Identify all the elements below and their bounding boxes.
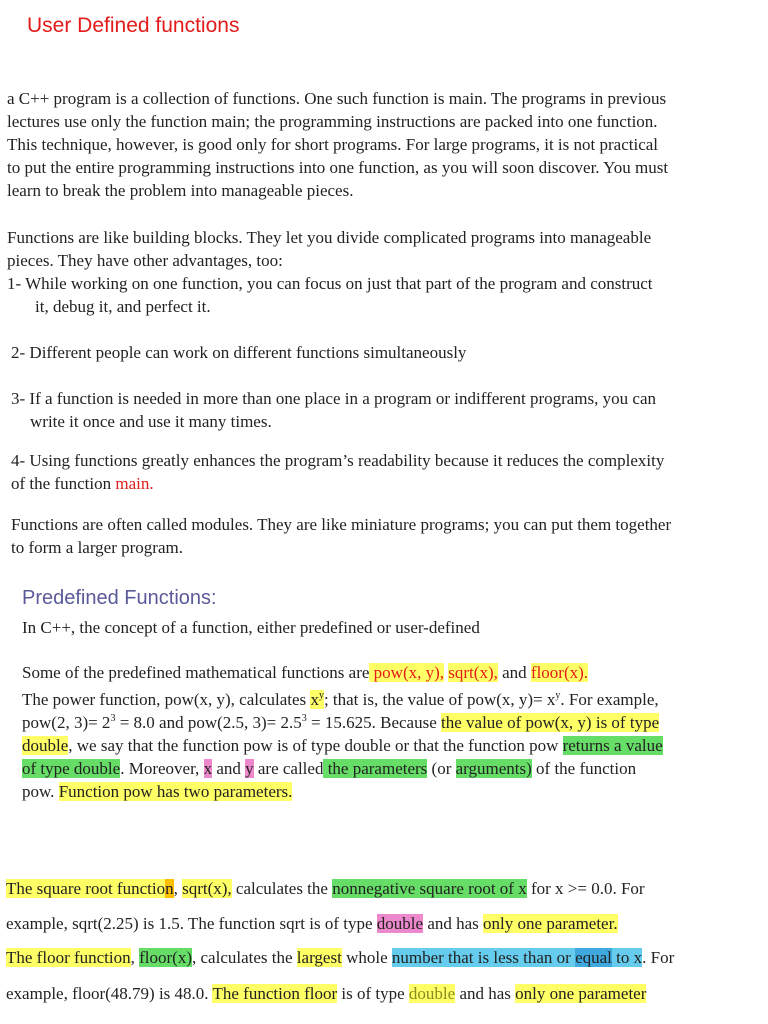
highlight-to-x: to x bbox=[611, 948, 643, 967]
floor-text: is of type bbox=[337, 984, 409, 1003]
intro-line-4: to put the entire programming instructions into one function, as you will soon discover. You must bbox=[7, 158, 669, 177]
sqrt-text: calculates the bbox=[231, 879, 333, 898]
sqrt-text: example, sqrt(2.25) is 1.5. The function sqrt is of type bbox=[6, 914, 377, 933]
math-text: ; that is, the value of pow(x, y)= x bbox=[323, 690, 556, 709]
point-4-line-1: 4- Using functions greatly enhances the program’s readability because it reduces the complexity bbox=[11, 451, 665, 470]
highlight-n: n bbox=[165, 879, 174, 898]
point-4-line-2 bbox=[11, 472, 154, 495]
floor-text: , bbox=[130, 948, 140, 967]
math-text: of the function bbox=[531, 759, 637, 778]
highlight-one-param: only one parameter. bbox=[483, 914, 618, 933]
sqrt-line-1 bbox=[6, 877, 645, 900]
math-text: and bbox=[497, 663, 531, 682]
floor-line-1 bbox=[6, 946, 674, 969]
highlight-one-parameter: only one parameter bbox=[515, 984, 647, 1003]
math-text: , we say that the function pow is of type double or that the function pow bbox=[68, 736, 563, 755]
math-line-2 bbox=[22, 688, 659, 711]
param-x: x bbox=[203, 759, 213, 778]
highlight-returns: returns a value bbox=[562, 736, 663, 755]
base-x: x bbox=[310, 690, 319, 709]
highlight-floor-function: The floor function bbox=[6, 948, 131, 967]
intro-line-5: learn to break the problem into manageable pieces. bbox=[7, 181, 354, 200]
floor-text: . For bbox=[642, 948, 675, 967]
intro-line-3: This technique, however, is good only for short programs. For large programs, it is not practical bbox=[7, 135, 659, 154]
highlight-number: number that is less than or bbox=[391, 948, 576, 967]
blocks-line-1: Functions are like building blocks. They let you divide complicated programs into manageable bbox=[7, 228, 652, 247]
highlight-floor: floor(x) bbox=[139, 948, 193, 967]
predefined-heading: Predefined Functions: bbox=[22, 587, 217, 609]
sqrt-line-2 bbox=[6, 912, 618, 935]
point-3-line-2: write it once and use it many times. bbox=[30, 412, 272, 431]
highlight-value-type: the value of pow(x, y) is of type bbox=[441, 713, 660, 732]
highlight-two-params: Function pow has two parameters. bbox=[58, 782, 293, 801]
concept-line: In C++, the concept of a function, either predefined or user-defined bbox=[22, 618, 480, 637]
floor-text: , calculates the bbox=[192, 948, 297, 967]
highlight-double: double bbox=[22, 736, 69, 755]
highlight-parameters: the parameters bbox=[323, 759, 428, 778]
math-line-4 bbox=[22, 734, 663, 757]
math-text: The power function, pow(x, y), calculates bbox=[22, 690, 311, 709]
param-y: y bbox=[245, 759, 254, 778]
math-text: and bbox=[212, 759, 246, 778]
highlight-type-double: of type double bbox=[22, 759, 121, 778]
floor-highlight: floor(x). bbox=[530, 663, 589, 682]
highlight-double-floor: double bbox=[408, 984, 456, 1003]
pow-highlight: pow(x, y), bbox=[369, 663, 445, 682]
highlight-double-type: double bbox=[376, 914, 424, 933]
main-keyword: main. bbox=[115, 474, 154, 493]
exponent-y: y bbox=[555, 690, 561, 701]
highlight-sqrt: sqrt(x), bbox=[182, 879, 232, 898]
highlight-function-floor: The function floor bbox=[212, 984, 338, 1003]
exponent: 3 bbox=[110, 713, 116, 724]
sqrt-text: , bbox=[173, 879, 183, 898]
math-text: . For example, bbox=[560, 690, 659, 709]
math-text: pow. bbox=[22, 782, 59, 801]
point-2: 2- Different people can work on different functions simultaneously bbox=[11, 343, 467, 362]
math-line-1 bbox=[22, 661, 588, 684]
floor-text: whole bbox=[341, 948, 392, 967]
math-text: = 8.0 and pow(2.5, 3)= 2.5 bbox=[115, 713, 302, 732]
sqrt-highlight: sqrt(x), bbox=[448, 663, 498, 682]
highlight-arguments: arguments) bbox=[455, 759, 532, 778]
point-1-line-1: 1- While working on one function, you can focus on just that part of the program and construct bbox=[7, 274, 653, 293]
math-text: Some of the predefined mathematical functions are bbox=[22, 663, 370, 682]
sqrt-text: and has bbox=[423, 914, 484, 933]
highlight-equal: equal bbox=[575, 948, 612, 967]
math-text: (or bbox=[427, 759, 456, 778]
intro-line-2: lectures use only the function main; the programming instructions are packed into one function. bbox=[7, 112, 658, 131]
blocks-line-2: pieces. They have other advantages, too: bbox=[7, 251, 283, 270]
page-title: User Defined functions bbox=[27, 14, 240, 37]
floor-text: and has bbox=[455, 984, 516, 1003]
point-4-prefix: of the function bbox=[11, 474, 116, 493]
intro-line-1: a C++ program is a collection of functions. One such function is main. The programs in previous bbox=[7, 89, 667, 108]
highlight-nonnegative: nonnegative square root of x bbox=[332, 879, 527, 898]
floor-text: example, floor(48.79) is 48.0. bbox=[6, 984, 213, 1003]
highlight-largest: largest bbox=[296, 948, 342, 967]
point-3-line-1: 3- If a function is needed in more than one place in a program or indifferent programs, you can bbox=[11, 389, 656, 408]
floor-line-2 bbox=[6, 982, 646, 1005]
point-1-line-2: it, debug it, and perfect it. bbox=[35, 297, 211, 316]
math-text: are called bbox=[253, 759, 324, 778]
modules-line-1: Functions are often called modules. They are like miniature programs; you can put them together bbox=[11, 515, 672, 534]
math-line-3 bbox=[22, 711, 659, 734]
modules-line-2: to form a larger program. bbox=[11, 538, 183, 557]
exponent: 3 bbox=[301, 713, 307, 724]
x-power-y bbox=[310, 690, 324, 709]
sqrt-text: for x >= 0.0. For bbox=[526, 879, 645, 898]
highlight-sqrt-function: The square root functio bbox=[6, 879, 166, 898]
exponent-y: y bbox=[318, 690, 324, 701]
math-line-5 bbox=[22, 757, 636, 780]
math-line-6 bbox=[22, 780, 292, 803]
math-text: = 15.625. Because bbox=[306, 713, 441, 732]
math-text: . Moreover, bbox=[120, 759, 204, 778]
math-text: pow(2, 3)= 2 bbox=[22, 713, 111, 732]
